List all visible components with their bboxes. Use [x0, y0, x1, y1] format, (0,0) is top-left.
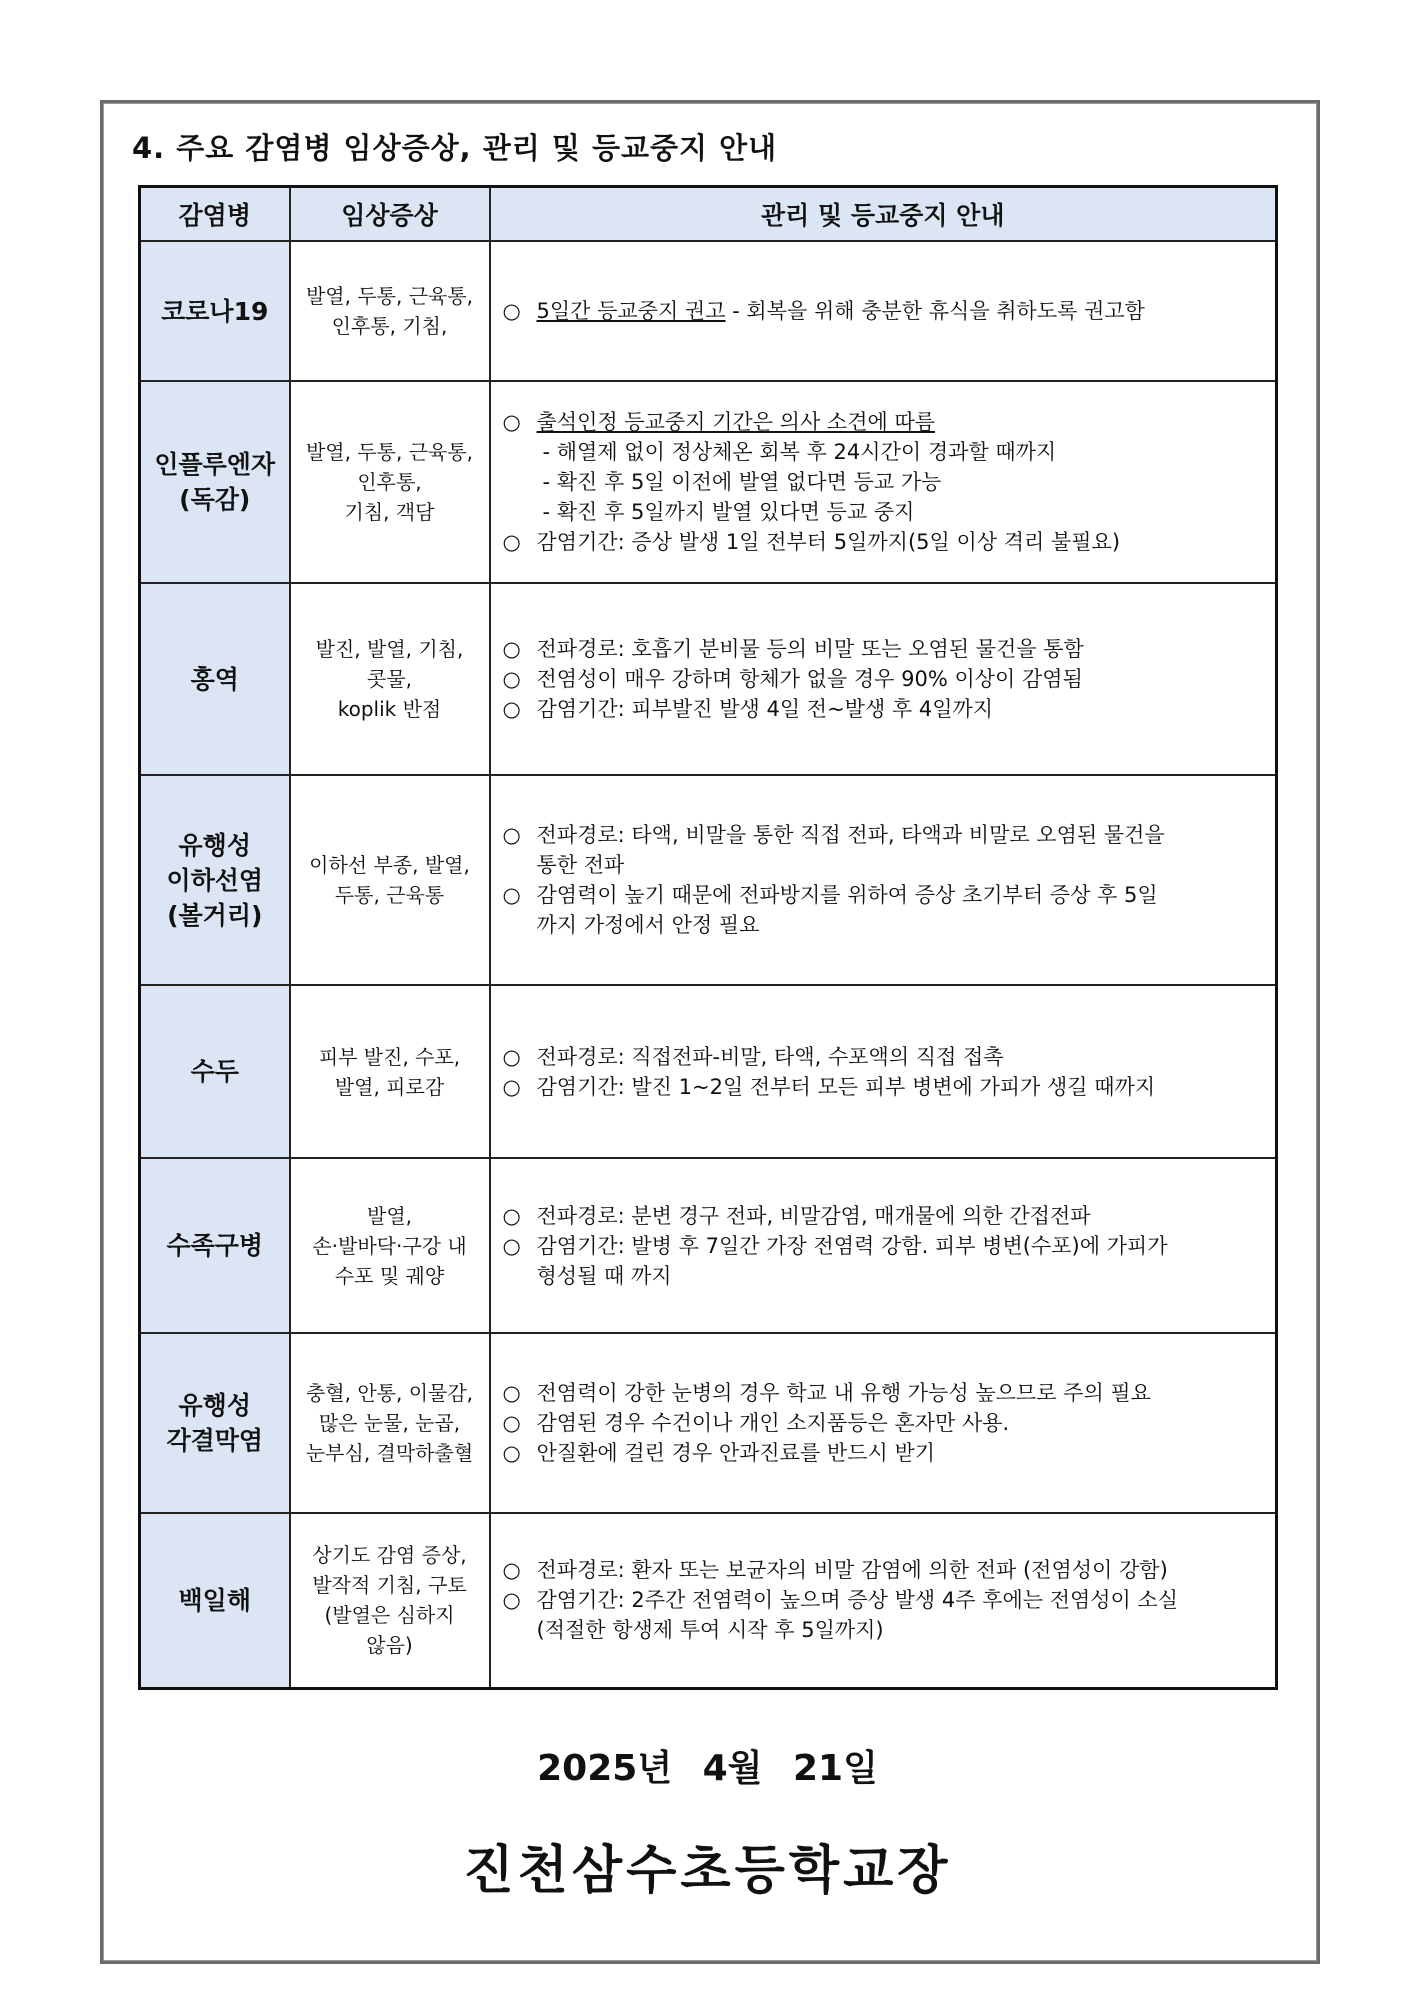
symptom-line: (발열은 심하지: [324, 1603, 455, 1628]
guide-line: [503, 880, 1266, 910]
disease-cell: [140, 985, 290, 1158]
disease-cell: [140, 381, 290, 583]
table-header-row: [140, 187, 1277, 242]
guide-cell: [490, 1158, 1277, 1333]
disease-cell: [140, 241, 290, 381]
symptom-cell: [290, 985, 490, 1158]
bullet-circle: ○: [502, 637, 521, 661]
table-row: [140, 583, 1277, 775]
symptom-line: 손·발바닥·구강 내: [312, 1233, 467, 1258]
disease-name: 수족구병: [166, 1231, 264, 1260]
symptom-line: 이하선 부종, 발열,: [309, 853, 470, 877]
symptom-line: koplik 반점: [337, 697, 442, 721]
guide-cell: [490, 985, 1277, 1158]
guide-line: [503, 634, 1266, 664]
disease-name: 인플루엔자: [154, 450, 276, 479]
guide-text: 전파경로: 직접전파-비말, 타액, 수포액의 직접 접촉: [536, 1044, 1004, 1069]
guide-text: - 회복을 위해 충분한 휴식을 취하도록 권고함: [725, 299, 1145, 323]
guide-text: 감염력이 높기 때문에 전파방지를 위하여 증상 초기부터 증상 후 5일: [536, 883, 1158, 907]
guide-text: 감염기간: 증상 발생 1일 전부터 5일까지(5일 이상 격리 불필요): [536, 530, 1121, 554]
guide-continuation: 통한 전파: [536, 853, 625, 877]
guide-text: 전파경로: 환자 또는 보균자의 비말 감염에 의한 전파 (전염성이 강함): [536, 1558, 1168, 1583]
guide-text: 감염된 경우 수건이나 개인 소지품등은 혼자만 사용.: [536, 1411, 1010, 1435]
guide-line: [503, 1555, 1266, 1585]
disease-name: 유행성: [178, 1391, 251, 1420]
disease-cell: [140, 1158, 290, 1333]
bullet-circle: ○: [502, 1074, 521, 1099]
bullet-circle: ○: [502, 1411, 521, 1435]
disease-cell: [140, 775, 290, 985]
disease-name-sub: (볼거리): [167, 900, 263, 930]
guide-text: 전염력이 강한 눈병의 경우 학교 내 유행 가능성 높으므로 주의 필요: [536, 1381, 1151, 1405]
disease-cell: [140, 583, 290, 775]
guide-emphasis: 5일간 등교중지 권고: [536, 299, 726, 323]
symptom-line: 상기도 감염 증상,: [312, 1543, 467, 1568]
guide-line: [503, 694, 1266, 724]
guide-cell: [490, 775, 1277, 985]
guide-subline: - 해열제 없이 정상체온 회복 후 24시간이 경과할 때까지: [542, 440, 1057, 464]
guide-text: 전파경로: 호흡기 분비물 등의 비말 또는 오염된 물건을 통함: [536, 637, 1084, 661]
disease-name-sub: (독감): [179, 485, 251, 514]
table-row: [140, 1333, 1277, 1513]
symptom-line: 발열, 두통, 근육통,: [305, 440, 474, 464]
guide-text: 전파경로: 분변 경구 전파, 비말감염, 매개물에 의한 간접전파: [536, 1203, 1091, 1228]
symptom-line: 기침, 객담: [344, 500, 435, 524]
disease-name: 각결막염: [166, 1426, 264, 1455]
bullet-circle: ○: [502, 1044, 521, 1069]
guide-text: 전파경로: 타액, 비말을 통한 직접 전파, 타액과 비말로 오염된 물건을: [536, 823, 1165, 847]
guide-line: [503, 664, 1266, 694]
guide-emphasis: 출석인정 등교중지 기간은 의사 소견에 따름: [536, 410, 936, 434]
symptom-cell: [290, 241, 490, 381]
table-row: [140, 1513, 1277, 1688]
disease-name: 코로나19: [161, 296, 269, 326]
bullet-circle: ○: [502, 667, 521, 691]
symptom-cell: [290, 1158, 490, 1333]
bullet-circle: ○: [502, 530, 521, 554]
table-row: [140, 1158, 1277, 1333]
guide-continuation: 형성될 때 까지: [536, 1263, 672, 1288]
guide-text: 전염성이 매우 강하며 항체가 없을 경우 90% 이상이 감염됨: [536, 667, 1083, 691]
bullet-circle: ○: [502, 1381, 521, 1405]
guide-line: [503, 1438, 1266, 1468]
symptom-line: 인후통, 기침,: [331, 314, 448, 338]
disease-name: 이하선염: [166, 865, 264, 895]
disease-cell: [140, 1513, 290, 1688]
guide-continuation: 까지 가정에서 안정 필요: [536, 913, 760, 937]
guide-line: [503, 1072, 1266, 1102]
disease-name: 수두: [190, 1057, 239, 1086]
guide-cell: [490, 241, 1277, 381]
symptom-cell: [290, 381, 490, 583]
guide-line: [503, 407, 1266, 437]
symptom-line: 충혈, 안통, 이물감,: [305, 1381, 474, 1405]
guide-text: 안질환에 걸린 경우 안과진료를 반드시 받기: [536, 1441, 936, 1465]
guide-text: 감염기간: 발병 후 7일간 가장 전염력 강함. 피부 병변(수포)에 가피가: [536, 1233, 1168, 1258]
section-heading: 4. 주요 감염병 임상증상, 관리 및 등교중지 안내: [132, 131, 778, 165]
symptom-line: 발작적 기침, 구토: [312, 1573, 467, 1598]
symptom-line: 발열,: [367, 1203, 412, 1228]
bullet-circle: ○: [502, 1558, 521, 1583]
bullet-circle: ○: [502, 1203, 521, 1228]
bullet-circle: ○: [502, 697, 521, 721]
bullet-circle: ○: [502, 1233, 521, 1258]
guide-text: 감염기간: 발진 1~2일 전부터 모든 피부 병변에 가피가 생길 때까지: [536, 1074, 1156, 1099]
guide-subline: - 확진 후 5일까지 발열 있다면 등교 중지: [542, 500, 915, 524]
bullet-circle: ○: [502, 410, 521, 434]
guide-text: 감염기간: 2주간 전염력이 높으며 증상 발생 4주 후에는 전염성이 소실: [536, 1588, 1179, 1613]
header-disease: 감염병: [140, 187, 290, 242]
symptom-line: 않음): [366, 1633, 413, 1658]
guide-line: [503, 1585, 1266, 1615]
symptom-line: 눈부심, 결막하출혈: [305, 1441, 474, 1465]
symptom-line: 콧물,: [367, 667, 412, 691]
guide-line: [503, 527, 1266, 557]
disease-name: 홍역: [190, 664, 239, 694]
guide-subline: - 확진 후 5일 이전에 발열 없다면 등교 가능: [542, 470, 942, 494]
symptom-line: 수포 및 궤양: [334, 1263, 445, 1288]
header-symptoms: 임상증상: [290, 187, 490, 242]
guide-line: [503, 296, 1266, 326]
guide-line: [503, 1042, 1266, 1072]
symptom-line: 많은 눈물, 눈곱,: [318, 1411, 461, 1435]
symptom-cell: [290, 1333, 490, 1513]
bullet-circle: ○: [502, 299, 521, 323]
symptom-line: 인후통,: [357, 470, 422, 494]
disease-name: 백일해: [178, 1585, 251, 1615]
disease-cell: [140, 1333, 290, 1513]
bullet-circle: ○: [502, 1588, 521, 1613]
guide-line: [503, 1201, 1266, 1231]
symptom-line: 피부 발진, 수포,: [318, 1044, 461, 1069]
bullet-circle: ○: [502, 883, 521, 907]
table-row: [140, 381, 1277, 583]
bullet-circle: ○: [502, 823, 521, 847]
symptom-line: 발진, 발열, 기침,: [315, 637, 464, 661]
table-row: [140, 775, 1277, 985]
disease-name: 유행성: [178, 830, 251, 860]
guide-cell: [490, 381, 1277, 583]
guide-line: [503, 1231, 1266, 1261]
symptom-line: 발열, 피로감: [334, 1074, 445, 1099]
bullet-circle: ○: [502, 1441, 521, 1465]
symptom-cell: [290, 775, 490, 985]
symptom-line: 발열, 두통, 근육통,: [305, 284, 474, 308]
guide-cell: [490, 1513, 1277, 1688]
symptom-cell: [290, 1513, 490, 1688]
guide-line: [503, 1408, 1266, 1438]
guide-line: [503, 1378, 1266, 1408]
table-row: [140, 241, 1277, 381]
guide-line: [503, 820, 1266, 850]
guide-text: 감염기간: 피부발진 발생 4일 전~발생 후 4일까지: [536, 697, 994, 721]
principal-signature: 진천삼수초등학교장: [463, 1841, 952, 1901]
issue-date: 2025년 4월 21일: [537, 1748, 878, 1789]
guide-cell: [490, 583, 1277, 775]
symptom-cell: [290, 583, 490, 775]
guide-continuation: (적절한 항생제 투여 시작 후 5일까지): [536, 1618, 884, 1643]
header-guide: 관리 및 등교중지 안내: [490, 187, 1277, 242]
table-row: [140, 985, 1277, 1158]
disease-table: [138, 185, 1278, 1690]
symptom-line: 두통, 근육통: [334, 883, 445, 907]
guide-cell: [490, 1333, 1277, 1513]
